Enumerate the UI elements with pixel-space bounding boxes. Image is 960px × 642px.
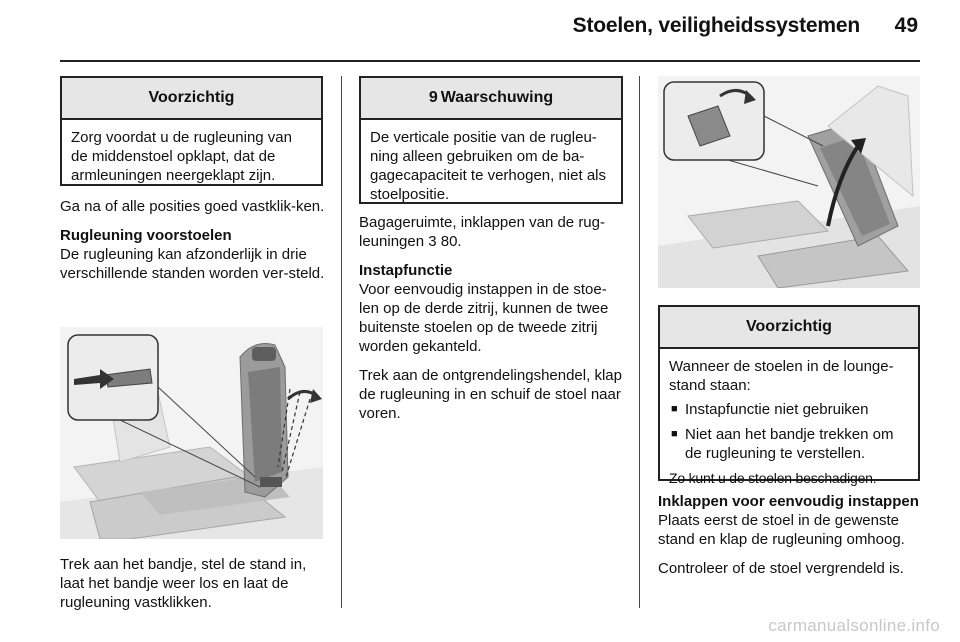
list-item xyxy=(671,425,909,463)
paragraph-with-reference xyxy=(359,213,625,251)
warning-body: De verticale positie van de rugleu-ning alleen gebruiken om de ba-gagecapaciteit te verhogen, niet als stoelpositie. xyxy=(370,129,606,203)
page-reference[interactable]: 80. xyxy=(440,233,462,250)
warning-icon: 9 xyxy=(428,89,438,106)
subheading: Rugleuning voorstoelen xyxy=(60,227,232,244)
subheading: Inklappen voor eenvoudig instappen xyxy=(658,493,919,510)
paragraph: Plaats eerst de stoel in de gewenste stand en klap de rugleuning omhoog. xyxy=(658,512,905,548)
header-rule xyxy=(60,60,920,62)
paragraph-text: Bagageruimte, inklappen van de rug-leuningen xyxy=(359,214,605,250)
caution-body xyxy=(660,349,918,499)
caution-footer: Zo kunt u de stoelen beschadigen. xyxy=(669,470,877,486)
column-2-text xyxy=(359,213,625,433)
paragraph: Controleer of de stoel vergrendeld is. xyxy=(658,560,904,577)
bullet-icon: ■ xyxy=(671,403,678,415)
paragraph: Trek aan de ontgrendelingshendel, klap de rugleuning in en schuif de stoel naar voren. xyxy=(359,367,622,422)
caution-heading: Voorzichtig xyxy=(660,307,918,349)
paragraph: De rugleuning kan afzonderlijk in drie verschillende standen worden ver-steld. xyxy=(60,246,325,282)
list-item-text: Niet aan het bandje trekken om de rugleuning te verstellen. xyxy=(685,426,894,462)
column-divider-1 xyxy=(341,76,342,608)
page-reference-icon: 3 xyxy=(428,233,437,250)
easy-entry-figure xyxy=(658,76,920,288)
column-divider-2 xyxy=(639,76,640,608)
seat-backrest-figure xyxy=(60,327,323,539)
watermark: carmanualsonline.info xyxy=(768,616,940,635)
warning-heading: Waarschuwing xyxy=(440,89,554,106)
caution-box xyxy=(60,76,323,186)
bullet-icon: ■ xyxy=(671,428,678,440)
list-item xyxy=(671,400,909,419)
paragraph: Ga na of alle posities goed vastklik-ken. xyxy=(60,198,325,215)
subheading: Instapfunctie xyxy=(359,262,453,279)
column-3-text xyxy=(658,492,926,588)
page-number: 49 xyxy=(894,14,918,37)
warning-head xyxy=(361,78,621,120)
paragraph: Trek aan het bandje, stel de stand in, laat het bandje weer los en laat de rugleuning vastklikken. xyxy=(60,556,307,611)
caution-heading: Voorzichtig xyxy=(62,78,321,120)
paragraph: Voor eenvoudig instappen in de stoe-len op de derde zitrij, kunnen de twee buitenste stoelen op de tweede zitrij worden gekanteld. xyxy=(359,281,609,355)
list-item-text: Instapfunctie niet gebruiken xyxy=(685,401,869,418)
column-1-text-top xyxy=(60,197,326,293)
column-1-text-bottom xyxy=(60,555,328,622)
caution-box xyxy=(658,305,920,486)
warning-box xyxy=(359,76,623,204)
page-header-title: Stoelen, veiligheidssystemen xyxy=(572,14,860,37)
caution-intro: Wanneer de stoelen in de lounge-stand staan: xyxy=(669,358,894,394)
caution-body: Zorg voordat u de rugleuning van de middenstoel opklapt, dat de armleuningen neergeklapt zijn. xyxy=(71,129,292,184)
